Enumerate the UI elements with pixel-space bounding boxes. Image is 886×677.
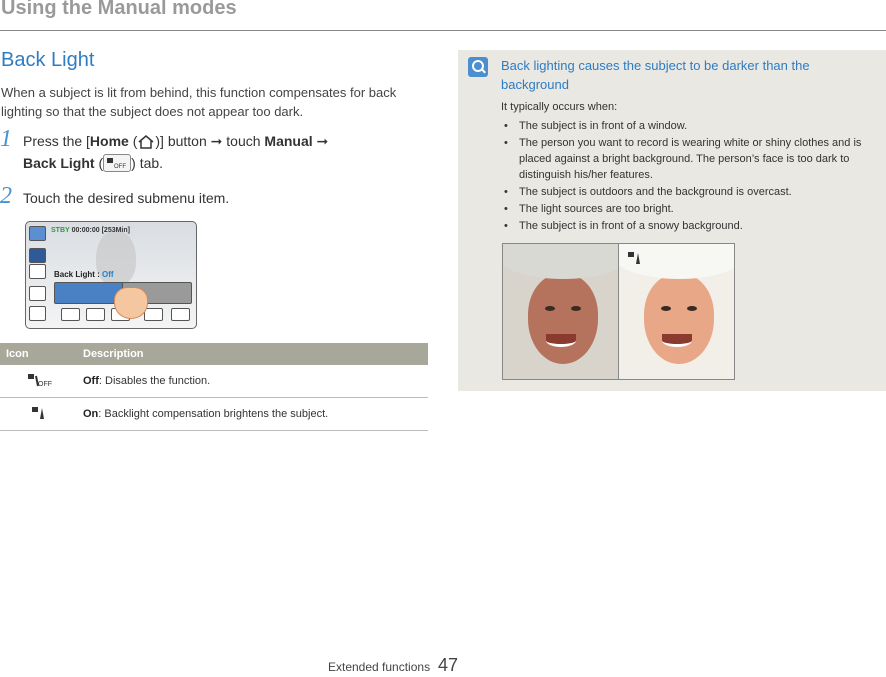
table-row: [0, 398, 428, 431]
step-number: 2: [0, 183, 12, 209]
table-header-row: [0, 343, 428, 365]
video-mode-icon[interactable]: [29, 226, 46, 241]
magnifier-icon: [468, 57, 488, 77]
step-text: Press the [Home ( )] button ➞ touch Manual ➞ Back Light ( OFF ) tab.: [23, 133, 329, 171]
photo-mode-icon[interactable]: [29, 264, 46, 279]
playback-icon[interactable]: [29, 306, 46, 321]
backlight-off-icon: [0, 365, 77, 398]
backlight-on-icon: [625, 250, 645, 266]
list-item: • The person you want to record is wearing white or shiny clothes and is placed against a bright background. The person’s face is too dark to distinguish his/her features.: [501, 135, 881, 183]
pointing-hand-icon: [114, 287, 148, 319]
table-header-icon: Icon: [0, 343, 77, 365]
backlight-tab-icon: [103, 154, 131, 172]
table-cell-description: Off: Disables the function.: [77, 365, 428, 398]
footer-section-label: Extended functions: [328, 660, 431, 674]
note-list: [501, 118, 881, 235]
menu-button-4[interactable]: [144, 308, 163, 321]
note-lead: It typically occurs when:: [501, 101, 618, 113]
svg-text:OFF: OFF: [37, 380, 52, 388]
list-item: • The subject is in front of a snowy background.: [501, 218, 881, 234]
backlight-on-icon: [0, 398, 77, 431]
exposure-button[interactable]: [86, 308, 105, 321]
page-title: Using the Manual modes: [1, 0, 237, 19]
step-text: Touch the desired submenu item.: [23, 190, 230, 206]
lcd-status: STBY 00:00:00 [253Min]: [51, 227, 130, 234]
table-cell-description: On: Backlight compensation brightens the subject.: [77, 398, 428, 431]
list-item: • The subject is outdoors and the background is overcast.: [501, 184, 881, 200]
note-title: Back lighting causes the subject to be darker than the background: [501, 58, 810, 92]
home-label: Home: [89, 133, 129, 149]
home-icon: [137, 134, 155, 150]
step-number: 1: [0, 126, 12, 152]
list-item: • The subject is in front of a window.: [501, 118, 881, 134]
help-button[interactable]: [171, 308, 190, 321]
manual-label: Manual: [264, 133, 313, 149]
photo-backlight-off: [502, 243, 619, 380]
backlight-label: Back Light: [23, 155, 95, 171]
list-item: • The light sources are too bright.: [501, 201, 881, 217]
table-row: [0, 365, 428, 398]
camcorder-lcd-screen: [25, 221, 197, 329]
svg-text:OFF: OFF: [114, 164, 127, 171]
zoom-icon[interactable]: [29, 286, 46, 301]
section-title: Back Light: [1, 49, 95, 71]
page-number: 47: [438, 655, 459, 675]
lcd-backlight-status: Back Light : Off: [54, 270, 114, 279]
menu-button-1[interactable]: [61, 308, 80, 321]
intro-paragraph: When a subject is lit from behind, this function compensates for back lighting so that the subject does not appear too dark.: [1, 85, 397, 119]
camera-mode-icon[interactable]: [29, 248, 46, 263]
note-panel: [458, 50, 886, 391]
icon-description-table: [0, 343, 428, 431]
table-header-description: Description: [77, 343, 428, 365]
page-header: [0, 0, 886, 31]
photo-backlight-on: [618, 243, 735, 380]
